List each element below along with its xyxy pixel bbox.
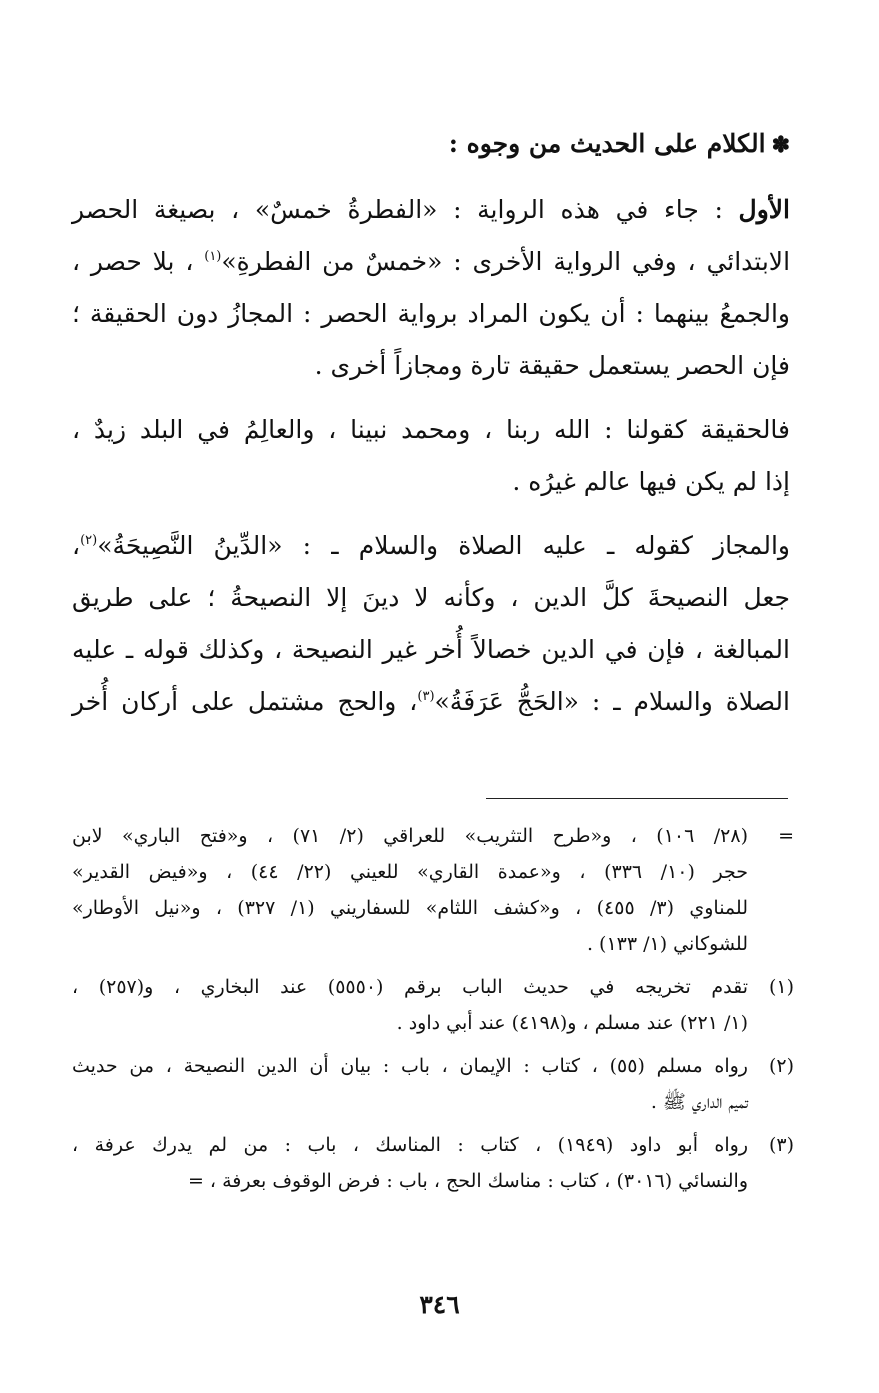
footnote-text: حجر (١٠/ ٣٣٦) ، و«عمدة القاري» للعيني (٢٢/ ٤٤) ، و«فيض القدير»: [72, 861, 748, 883]
footnote-3: [72, 1127, 794, 1199]
paragraph-3: [72, 520, 790, 728]
line-text: والجمعُ بينهما : أن يكون المراد برواية الحصر : المجازُ دون الحقيقة ؛: [72, 299, 790, 328]
footnote-line: [72, 818, 794, 854]
footnote-ref[interactable]: (٢): [80, 533, 98, 548]
paragraph-2: [72, 404, 790, 508]
footnote-ref[interactable]: (١): [204, 249, 222, 264]
text-line: [72, 520, 790, 572]
footnote-text: (٢٨/ ١٠٦) ، و«طرح التثريب» للعراقي (٢/ ٧١) ، و«فتح الباري» لابن: [72, 825, 748, 847]
footnote-continuation: [72, 818, 794, 962]
footnote-divider: [486, 798, 788, 799]
text-line: [72, 340, 790, 392]
line-text: ، والحج مشتمل على أركان أُخر: [72, 687, 418, 716]
footnote-text: تقدم تخريجه في حديث الباب برقم (٥٥٥٠) عند البخاري ، و(٢٥٧) ،: [72, 976, 748, 998]
footnote-text: رواه أبو داود (١٩٤٩) ، كتاب : المناسك ، باب : من لم يدرك عرفة ،: [72, 1134, 748, 1156]
line-text: المبالغة ، فإن في الدين خصالاً أُخر غير النصيحة ، وكذلك قوله ـ عليه: [72, 635, 790, 664]
footnote-text: (١/ ٢٢١) عند مسلم ، و(٤١٩٨) عند أبي داود .: [396, 1012, 748, 1034]
line-text: الابتدائي ، وفي الرواية الأخرى : «خمسٌ من الفطرةِ»: [221, 247, 791, 276]
continuation-marker: =: [778, 825, 794, 847]
heading-text: الكلام على الحديث من وجوه :: [448, 129, 766, 158]
text-line: [72, 288, 790, 340]
footnote-number: (١): [768, 976, 794, 998]
footnote-text: للشوكاني (١/ ١٣٣) .: [586, 933, 748, 955]
line-text: : جاء في هذه الرواية : «الفطرةُ خمسٌ» ، بصيغة الحصر: [72, 195, 723, 224]
line-text: ، بلا حصر ،: [72, 247, 194, 276]
footnote-line: [72, 1127, 794, 1163]
line-text: الصلاة والسلام ـ : «الحَجُّ عَرَفَةُ»: [434, 687, 790, 716]
footnote-text: والنسائي (٣٠١٦) ، كتاب : مناسك الحج ، باب : فرض الوقوف بعرفة ، =: [187, 1170, 748, 1192]
footnotes: [72, 818, 794, 1206]
footnote-2: [72, 1048, 794, 1120]
text-line: [72, 572, 790, 624]
line-text: جعل النصيحةَ كلَّ الدين ، وكأنه لا دينَ إلا النصيحةُ ؛ على طريق: [72, 583, 790, 612]
footnote-number: (٣): [768, 1134, 794, 1156]
lead-word: الأول: [738, 195, 790, 224]
footnote-line: [72, 926, 790, 962]
footnote-line: [72, 854, 790, 890]
footnote-line: [72, 1005, 790, 1041]
text-line: [72, 236, 790, 288]
text-line: [72, 404, 790, 456]
asterisk-icon: ✽: [771, 132, 790, 158]
footnote-text: تميم الداري ﷺ .: [650, 1091, 748, 1113]
footnote-line: [72, 1163, 790, 1199]
line-text: فإن الحصر يستعمل حقيقة تارة ومجازاً أخرى .: [314, 351, 790, 380]
section-heading: [72, 118, 790, 170]
page-number: ٣٤٦: [419, 1290, 460, 1319]
footnote-ref[interactable]: (٣): [417, 689, 435, 704]
line-text: فالحقيقة كقولنا : الله ربنا ، ومحمد نبينا ، والعالِمُ في البلد زيدٌ ،: [72, 415, 790, 444]
paragraph-1: [72, 184, 790, 392]
footnote-1: [72, 969, 794, 1041]
line-text: والمجاز كقوله ـ عليه الصلاة والسلام ـ : «الدِّينُ النَّصِيحَةُ»: [97, 531, 790, 560]
footnote-text: رواه مسلم (٥٥) ، كتاب : الإيمان ، باب : بيان أن الدين النصيحة ، من حديث: [72, 1055, 748, 1077]
main-text: [72, 118, 790, 728]
footnote-number: (٢): [768, 1055, 794, 1077]
line-text: ،: [72, 531, 81, 560]
text-line: [72, 184, 790, 236]
footnote-line: [72, 1048, 794, 1084]
text-line: [72, 624, 790, 676]
footnote-line: [72, 969, 794, 1005]
text-line: [72, 676, 790, 728]
footnote-text: للمناوي (٣/ ٤٥٥) ، و«كشف اللثام» للسفاريني (١/ ٣٢٧) ، و«نيل الأوطار»: [72, 897, 748, 919]
line-text: إذا لم يكن فيها عالم غيرُه .: [512, 467, 790, 496]
footnote-line: [72, 890, 790, 926]
text-line: [72, 456, 790, 508]
footnote-line: [72, 1084, 790, 1120]
